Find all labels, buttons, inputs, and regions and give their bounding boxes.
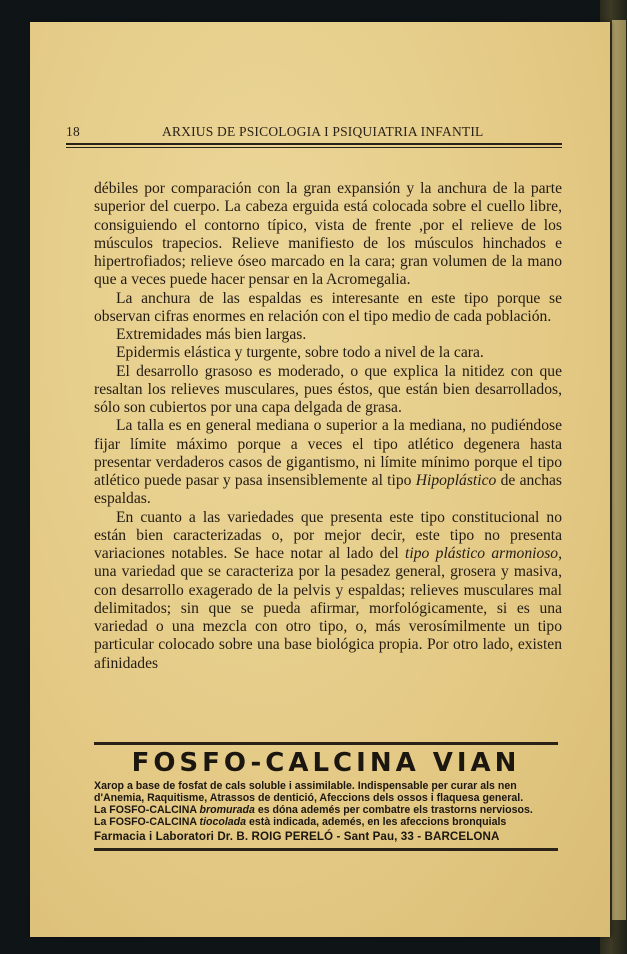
advert-line-4 xyxy=(94,816,558,828)
advert-line-4-a: La FOSFO-CALCINA xyxy=(94,816,200,828)
advert-line-3-a: La FOSFO-CALCINA xyxy=(94,804,200,816)
paragraph-7-italic: tipo plástico armonioso, xyxy=(405,545,563,562)
paragraph-6-text-b: de anchas espaldas. xyxy=(94,472,562,508)
paragraph-6-text-a: La talla es en general mediana o superior a la mediana, no pudiéndose fijar límite máximo porque a veces el tipo atlético degenera hasta presentar verdaderos casos de gigantismo, ni límite mínimo porque el tipo atlético puede pasar y pasa insensiblemente al tipo xyxy=(94,417,562,489)
advert-footer: Farmacia i Laboratori Dr. B. ROIG PERELÓ - Sant Pau, 33 - BARCELONA xyxy=(94,830,500,843)
advert-line-4-italic: tiocolada xyxy=(199,816,247,828)
running-header xyxy=(66,122,560,144)
advert-line-2: d'Anemia, Raquitisme, Atrassos de dentició, Afeccions dels ossos i flaquesa general. xyxy=(94,792,524,804)
page-number: 18 xyxy=(66,124,80,139)
header-rule-top xyxy=(66,143,562,145)
header-rule-bottom xyxy=(66,147,562,148)
paragraph-3: Extremidades más bien largas. xyxy=(116,326,307,343)
paragraph-7-text-a: En cuanto a las variedades que presenta este tipo constitucional no están bien caracterizadas o, por mejor decir, este tipo no presenta variaciones notables. Se hace notar al lado del xyxy=(94,508,562,562)
journal-title: ARXIUS DE PSICOLOGIA I PSIQUIATRIA INFANTIL xyxy=(162,124,484,139)
book-edge-pages xyxy=(612,20,626,920)
paragraph-2: La anchura de las espaldas es interesante en este tipo porque se observan cifras enormes en relación con el tipo medio de cada población. xyxy=(94,289,562,325)
article-body xyxy=(94,180,562,673)
paragraph-7-text-b: una variedad que se caracteriza por la pesadez general, grosera y masiva, con desarrollo exagerado de la pelvis y espaldas; relieves musculares mal delimitados; sin que se pueda afirmar, morfológicamente, si es una variedad o una mezcla con otro tipo, o, más verosímilmente un tipo particular colocado sobre una base biológica propia. Por otro lado, existen afinidades xyxy=(94,563,562,672)
paragraph-6 xyxy=(94,417,562,508)
paragraph-4: Epidermis elástica y turgente, sobre todo a nivel de la cara. xyxy=(116,344,484,362)
paragraph-7 xyxy=(94,509,562,673)
paragraph-5: El desarrollo grasoso es moderado, o que explica la nitidez con que resaltan los relieves musculares, pues éstos, que están bien desarrollados, sólo son cubiertos por una capa delgada de grasa. xyxy=(94,362,562,416)
advert-line-3-italic: bromurada xyxy=(199,804,255,816)
advert-line-1: Xarop a base de fosfat de cals soluble i assimilable. Indispensable per curar als nen xyxy=(94,780,517,792)
advertisement xyxy=(94,742,558,852)
advert-title: FOSFO-CALCINA VIAN xyxy=(131,748,521,778)
paragraph-6-italic: Hipoplástico xyxy=(415,472,497,489)
advert-line-3-b: es dóna ademés per combatre els trastorns nerviosos. xyxy=(254,804,533,816)
paragraph-1: débiles por comparación con la gran expansión y la anchura de la parte superior del cuerpo. La cabeza erguida está colocada sobre el cuello libre, consiguiendo el contorno típico, vista de frente ,por el relieve de los músculos trapecios. Relieve manifiesto de los músculos hinchados e hipertrofiados; relieve óseo marcado en la cara; gran volumen de la mano que a veces puede hacer pensar en la Acromegalia. xyxy=(94,180,562,289)
advert-rule-bottom xyxy=(94,848,558,851)
advert-line-3 xyxy=(94,804,558,816)
advert-line-4-b: està indicada, ademés, en les afeccions bronquials xyxy=(246,816,507,828)
